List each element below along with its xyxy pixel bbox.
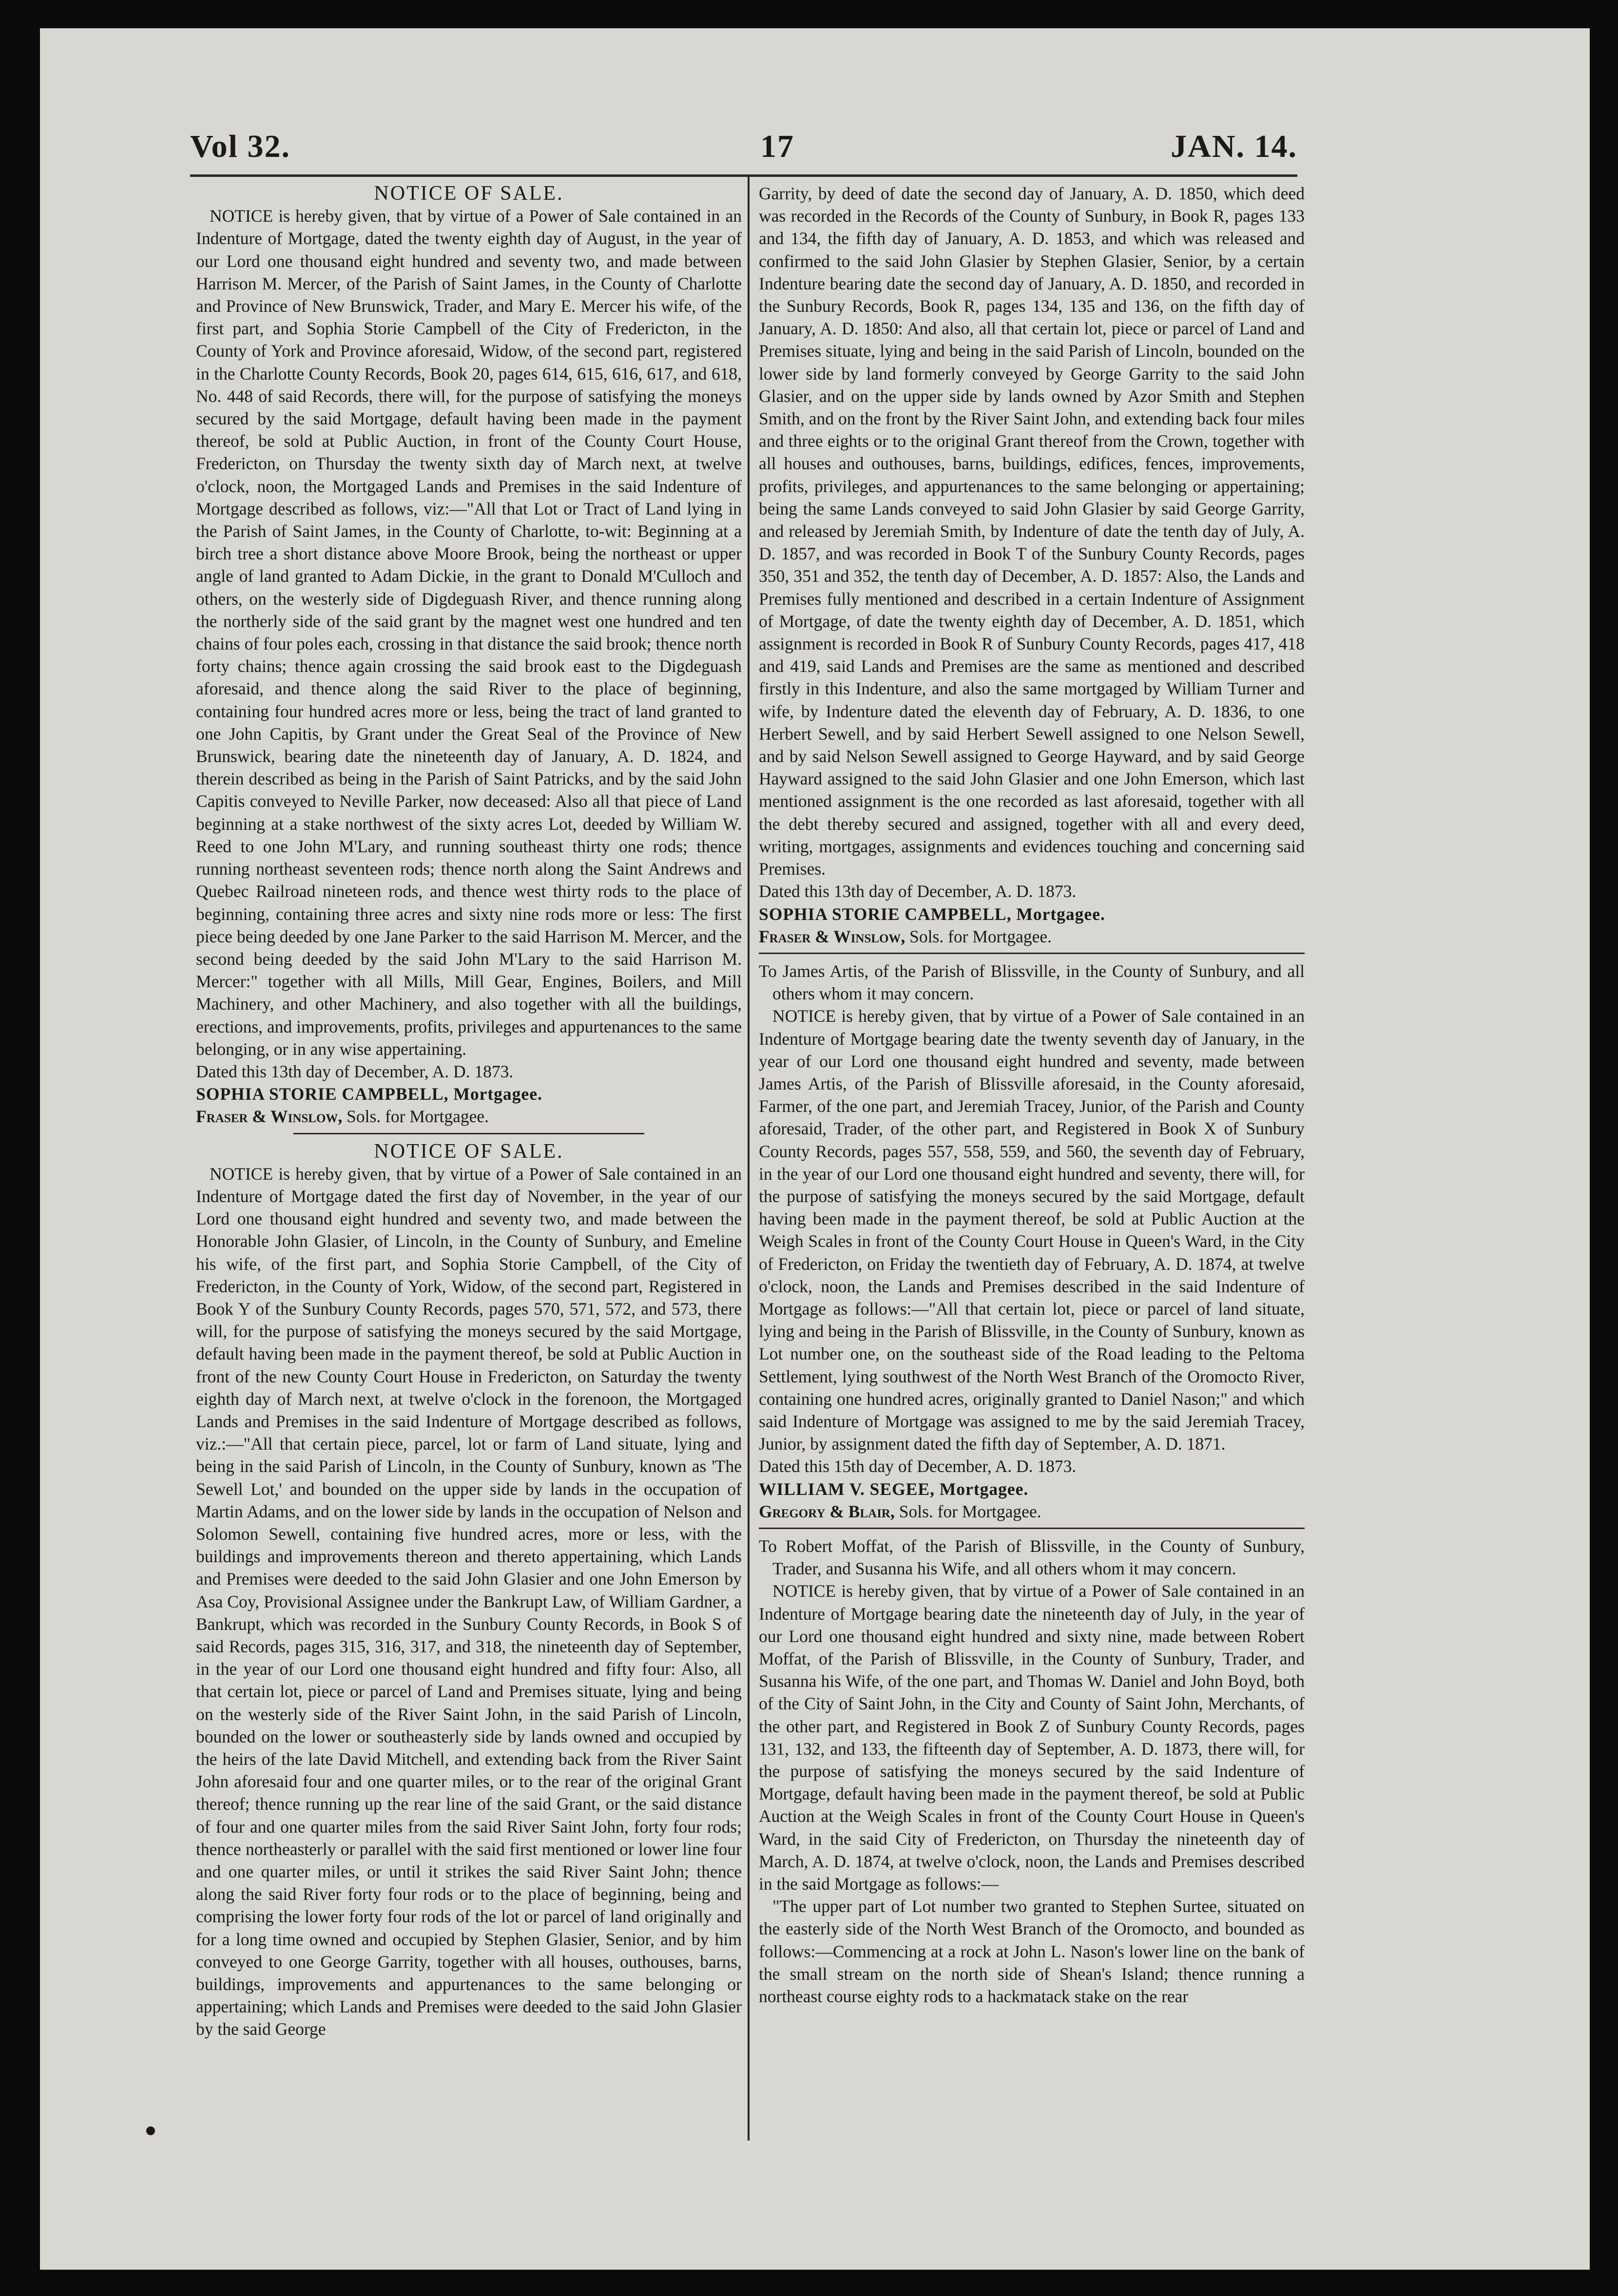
notice-3-solicitors	[759, 1500, 1305, 1523]
notice-2-solicitor-firm: Fraser & Winslow,	[759, 926, 905, 946]
notice-4-description: "The upper part of Lot number two granted to Stephen Surtee, situated on the easterly side of the North West Branch of the Oromocto, and bounded as follows:—Commencing at a rock at John L. Nason's lower line on the bank of the small stream on the north side of Shean's Island; thence running a northeast course eighty rods to a hackmatack stake on the rear	[759, 1896, 1305, 2007]
column-divider	[748, 177, 750, 2141]
right-column	[759, 182, 1305, 2008]
notice-2-dated: Dated this 13th day of December, A. D. 1873.	[759, 881, 1077, 901]
notice-4-address: To Robert Moffat, of the Parish of Blissville, in the County of Sunbury, Trader, and Susanna his Wife, and all others whom it may concern.	[759, 1536, 1305, 1579]
notice-1-solicitor-firm: Fraser & Winslow,	[196, 1107, 343, 1127]
page-number: 17	[760, 129, 794, 164]
ink-speck	[146, 2126, 155, 2135]
notice-3-signer: WILLIAM V. SEGEE, Mortgagee.	[759, 1479, 1029, 1499]
notice-2-title: NOTICE OF SALE.	[374, 1140, 564, 1163]
header-rule	[190, 174, 1297, 177]
notice-1-title: NOTICE OF SALE.	[374, 182, 564, 205]
page-header	[190, 118, 1297, 177]
notice-1-signer: SOPHIA STORIE CAMPBELL, Mortgagee.	[196, 1084, 542, 1104]
volume-number: Vol 32.	[190, 129, 290, 164]
notice-3-solicitor-firm: Gregory & Blair,	[759, 1501, 895, 1521]
notice-2-signer: SOPHIA STORIE CAMPBELL, Mortgagee.	[759, 904, 1105, 924]
notice-2-solicitors	[759, 925, 1305, 948]
notice-3-address: To James Artis, of the Parish of Blissville, in the County of Sunbury, and all others whom it may concern.	[759, 961, 1305, 1004]
notice-1-dated: Dated this 13th day of December, A. D. 1873.	[196, 1061, 514, 1081]
notice-4-body: NOTICE is hereby given, that by virtue of a Power of Sale contained in an Indenture of Mortgage bearing date the nineteenth day of July, in the year of our Lord one thousand eight hundred and sixty nine, made between Robert Moffat, of the Parish of Blissville, in the County of Sunbury, Trader, and Susanna his Wife, of the one part, and Thomas W. Daniel and John Boyd, both of the City of Saint John, in the City and County of Saint John, Merchants, of the other part, and Registered in Book Z of Sunbury County Records, pages 131, 132, and 133, the fifteenth day of September, A. D. 1873, there will, for the purpose of satisfying the moneys secured by the said Indenture of Mortgage, default having been made in the payment thereof, be sold at Public Auction at the Weigh Scales in front of the County Court House in Queen's Ward, in the said City of Fredericton, on Thursday the nineteenth day of March, A. D. 1874, at twelve o'clock, noon, the Lands and Premises described in the said Mortgage as follows:—	[759, 1581, 1305, 1894]
notice-2-continued: Garrity, by deed of date the second day of January, A. D. 1850, which deed was recorded in the Records of the County of Sunbury, in Book R, pages 133 and 134, the fifth day of January, A. D. 1853, and which was released and confirmed to the said John Glasier by Stephen Glasier, Senior, by a certain Indenture bearing date the second day of January, A. D. 1850, and recorded in the Sunbury Records, Book R, pages 134, 135 and 136, on the fifth day of January, A. D. 1850: And also, all that certain lot, piece or parcel of Land and Premises situate, lying and being in the said Parish of Lincoln, bounded on the lower side by land formerly conveyed by George Garrity to the said John Glasier, and on the upper side by lands owned by Azor Smith and Stephen Smith, and on the front by the River Saint John, and extending back four miles and three eights or to the original Grant thereof from the Crown, together with all houses and outhouses, barns, buildings, edifices, fences, improvements, profits, privileges, and appurtenances to the same belonging or appertaining; being the same Lands conveyed to said John Glasier by said George Garrity, and released by Jeremiah Smith, by Indenture of date the tenth day of July, A. D. 1857, and was recorded in Book T of the Sunbury County Records, pages 350, 351 and 352, the tenth day of December, A. D. 1857: Also, the Lands and Premises fully mentioned and described in a certain Indenture of Assignment of Mortgage, of date the twenty eighth day of December, A. D. 1851, which assignment is recorded in Book R of Sunbury County Records, pages 417, 418 and 419, said Lands and Premises are the same as mentioned and described firstly in this Indenture, and also the same mortgaged by William Turner and wife, by Indenture dated the eleventh day of February, A. D. 1836, to one Herbert Sewell, and by said Herbert Sewell assigned to one Nelson Sewell, and by said Nelson Sewell assigned to George Hayward, and by said George Hayward assigned to the said John Glasier and one John Emerson, which last mentioned assignment is the one recorded as last aforesaid, together with all the debt thereby secured and assigned, together with all and every deed, writing, mortgages, assignments and evidences touching and concerning said Premises.	[759, 184, 1305, 879]
notice-1-solicitor-role: Sols. for Mortgagee.	[347, 1107, 489, 1127]
notice-separator	[293, 1133, 644, 1134]
notice-2-body: NOTICE is hereby given, that by virtue of a Power of Sale contained in an Indenture of Mortgage dated the first day of November, in the year of our Lord one thousand eight hundred and seventy two, and made between the Honorable John Glasier, of Lincoln, in the County of Sunbury, and Emeline his wife, of the first part, and Sophia Storie Campbell, of the City of Fredericton, in the County of York, Widow, of the second part, Registered in Book Y of the Sunbury County Records, pages 570, 571, 572, and 573, there will, for the purpose of satisfying the moneys secured by the said Mortgage, default having been made in the payment thereof, be sold at Public Auction in front of the new County Court House in Fredericton, on Saturday the twenty eighth day of March next, at twelve o'clock in the forenoon, the Mortgaged Lands and Premises in the said Indenture of Mortgage described as follows, viz.:—"All that certain piece, parcel, lot or farm of Land situate, lying and being in the said Parish of Lincoln, in the County of Sunbury, known as 'The Sewell Lot,' and bounded on the upper side by lands in the occupation of Martin Adams, and on the lower side by lands in the occupation of Nelson and Solomon Sewell, containing five hundred acres, more or less, with the buildings and improvements thereon and thereto appertaining, which Lands and Premises were deeded to the said John Glasier and one John Emerson by Asa Coy, Provisional Assignee under the Bankrupt Law, of William Gardner, a Bankrupt, which was recorded in the Sunbury County Records, in Book S of said Records, pages 315, 316, 317, and 318, the nineteenth day of September, in the year of our Lord one thousand eight hundred and fifty four: Also, all that certain lot, piece or parcel of Land and Premises situate, lying and being on the westerly side of the River Saint John, in the said Parish of Lincoln, bounded on the lower or southeasterly side by lands owned and occupied by the heirs of the late David Mitchell, and extending back from the River Saint John aforesaid four and one quarter miles, or to the rear of the original Grant thereof; thence running up the rear line of the said Grant, or the said distance of four and one quarter miles from the said River Saint John, forty four rods; thence northeasterly or parallel with the said first mentioned or lower line four and one quarter miles, or until it strikes the said River Saint John; thence along the said River forty four rods or to the place of beginning, being and comprising the lower forty four rods of the lot or parcel of land originally and for a long time owned and occupied by Stephen Glasier, Senior, and by him conveyed to one George Garrity, together with all houses, outhouses, barns, buildings, improvements and appurtenances to the same belonging or appertaining; which Lands and Premises were deeded to the said John Glasier by the said George	[196, 1164, 742, 2039]
notice-2-solicitor-role: Sols. for Mortgagee.	[909, 926, 1052, 946]
notice-3-dated: Dated this 15th day of December, A. D. 1873.	[759, 1456, 1077, 1476]
notice-3-body: NOTICE is hereby given, that by virtue of a Power of Sale contained in an Indenture of Mortgage bearing date the twenty seventh day of January, in the year of our Lord one thousand eight hundred and seventy, made between James Artis, of the Parish of Blissville aforesaid, in the County aforesaid, Farmer, of the one part, and Jeremiah Tracey, Junior, of the Parish and County aforesaid, Trader, of the other part, and Registered in Book X of Sunbury County Records, pages 557, 558, 559, and 560, the seventh day of February, in the year of our Lord one thousand eight hundred and seventy, there will, for the purpose of satisfying the moneys secured by the said Mortgage, default having been made in the payment thereof, be sold at Public Auction at the Weigh Scales in front of the County Court House in Queen's Ward, in the City of Fredericton, on Friday the twentieth day of February, A. D. 1874, at twelve o'clock, noon, the Lands and Premises described in the said Indenture of Mortgage as follows:—"All that certain lot, piece or parcel of land situate, lying and being in the Parish of Blissville, in the County of Sunbury, known as Lot number one, on the southeast side of the Road leading to the Peltoma Settlement, lying southwest of the North West Branch of the Oromocto River, containing one hundred acres, originally granted to Daniel Nason;" and which said Indenture of Mortgage was assigned to me by the said Jeremiah Tracey, Junior, by assignment dated the fifth day of September, A. D. 1871.	[759, 1006, 1305, 1454]
notice-3-solicitor-role: Sols. for Mortgagee.	[899, 1501, 1041, 1521]
notice-1-body: NOTICE is hereby given, that by virtue of a Power of Sale contained in an Indenture of Mortgage, dated the twenty eighth day of August, in the year of our Lord one thousand eight hundred and seventy two, and made between Harrison M. Mercer, of the Parish of Saint James, in the County of Charlotte and Province of New Brunswick, Trader, and Mary E. Mercer his wife, of the first part, and Sophia Storie Campbell of the City of Fredericton, in the County of York and Province aforesaid, Widow, of the second part, registered in the Charlotte County Records, Book 20, pages 614, 615, 616, 617, and 618, No. 448 of said Records, there will, for the purpose of satisfying the moneys secured by the said Mortgage, default having been made in the payment thereof, be sold at Public Auction, in front of the County Court House, Fredericton, on Thursday the twenty sixth day of March next, at twelve o'clock, noon, the Mortgaged Lands and Premises in the said Indenture of Mortgage described as follows, viz:—"All that Lot or Tract of Land lying in the Parish of Saint James, in the County of Charlotte, to-wit: Beginning at a birch tree a short distance above Moore Brook, being the northeast or upper angle of land granted to Adam Dickie, in the grant to Donald M'Culloch and others, on the westerly side of Digdeguash River, and thence running along the northerly side of the said grant by the magnet west one hundred and ten chains of four poles each, crossing in that distance the said brook; thence north forty chains; thence again crossing the said brook east to the Digdeguash aforesaid, and thence along the said River to the place of beginning, containing four hundred acres more or less, being the tract of land granted to one John Capitis, by Grant under the Great Seal of the Province of New Brunswick, bearing date the nineteenth day of January, A. D. 1824, and therein described as being in the Parish of Saint Patricks, and by the said John Capitis conveyed to Neville Parker, now deceased: Also all that piece of Land beginning at a stake northwest of the sixty acres Lot, deeded by William W. Reed to one John M'Lary, and running southeast thirty one rods; thence running northeast seventeen rods; thence north along the Saint Andrews and Quebec Railroad nineteen rods, and thence west thirty rods to the place of beginning, containing three acres and sixty nine rods more or less: The first piece being deeded by one Jane Parker to the said Harrison M. Mercer, and the second being deeded by the said John M'Lary to the said Harrison M. Mercer:" together with all Mills, Mill Gear, Engines, Boilers, and Mill Machinery, and other Machinery, and also together with all the buildings, erections, and improvements, profits, privileges and appurtenances to the same belonging, or in any wise appertaining.	[196, 206, 742, 1059]
issue-date: JAN. 14.	[1171, 129, 1297, 164]
newspaper-page	[40, 28, 1590, 2270]
left-column	[196, 182, 742, 2041]
notice-separator	[759, 953, 1305, 954]
notice-separator	[759, 1528, 1305, 1529]
notice-1-solicitors	[196, 1105, 742, 1128]
